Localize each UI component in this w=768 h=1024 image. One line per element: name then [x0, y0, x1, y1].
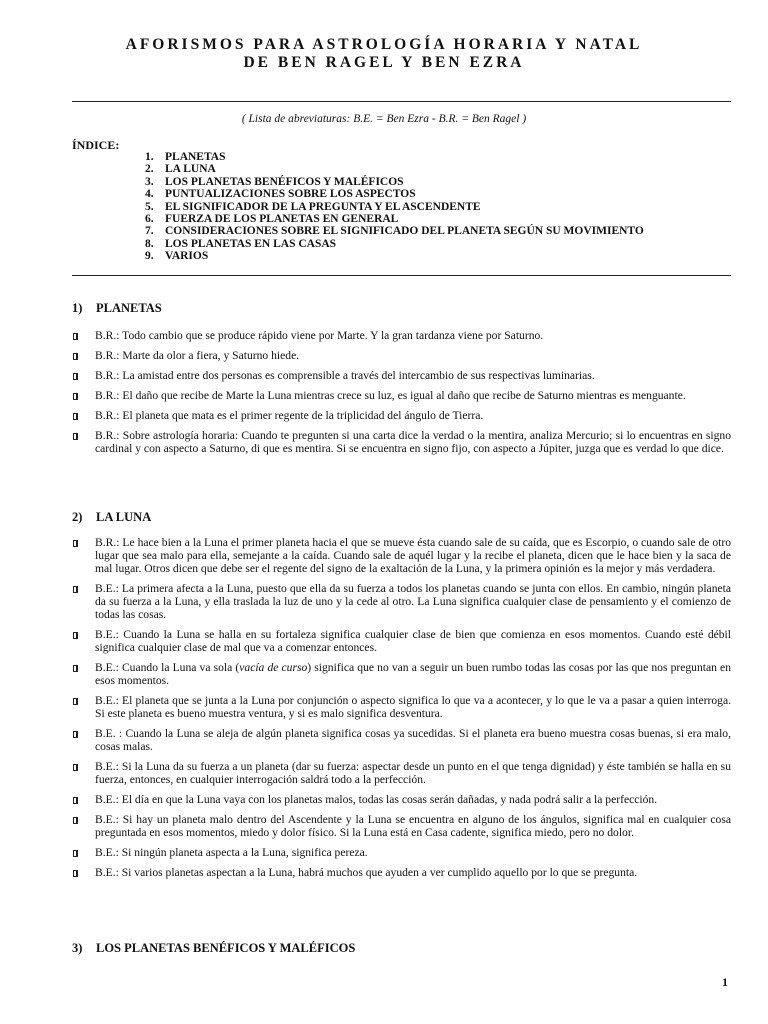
index-entry-title: VARIOS: [165, 250, 209, 263]
bullet-icon: [73, 698, 78, 705]
section-heading-la-luna: [72, 510, 151, 525]
index-entry-title: PUNTUALIZACIONES SOBRE LOS ASPECTOS: [165, 188, 416, 201]
aphorism-text: B.E.: Cuando la Luna va sola (vacía de curso) significa que no van a seguir un buen rumbo todas las cosas por las que nos preguntan en esos momentos.: [95, 660, 731, 687]
index-entry: [145, 250, 644, 262]
index-entry-title: LA LUNA: [165, 163, 216, 176]
bullet-icon: [73, 433, 78, 440]
section-number: 2): [72, 510, 83, 524]
abbreviations-note: ( Lista de abreviaturas: B.E. = Ben Ezra - B.R. = Ben Ragel ): [241, 113, 527, 125]
aphorism-item: [72, 330, 731, 343]
aphorism-text: B.E.: El día en que la Luna vaya con los planetas malos, todas las cosas serán dañadas, y nada podrá salir a la perfección.: [95, 792, 658, 806]
bullet-icon: [73, 393, 78, 400]
index-entry-title: PLANETAS: [165, 151, 226, 163]
index-entry: [145, 188, 644, 200]
bullet-icon: [73, 764, 78, 771]
bullet-icon: [73, 413, 78, 420]
aphorism-item: [72, 370, 731, 383]
bullet-icon: [73, 540, 78, 547]
aphorism-text: B.E.: Si ningún planeta aspecta a la Luna, significa pereza.: [95, 845, 368, 859]
page-number: 1: [722, 975, 728, 989]
aphorism-text: B.E.: El planeta que se junta a la Luna por conjunción o aspecto significa lo que va a acontecer, y lo que le va a pasar a quien interroga. Si este planeta es bueno muestra ventura, y si es malo significa desventura.: [95, 693, 731, 720]
section-planetas-items: [72, 330, 731, 463]
section-heading-beneficos-maleficos: [72, 941, 355, 956]
section-title: PLANETAS: [96, 301, 162, 315]
aphorism-text: B.E.: Si varios planetas aspectan a la Luna, habrá muchos que ayuden a ver cumplido aquello por lo que se pregunta.: [95, 866, 638, 879]
index-entry-title: EL SIGNIFICADOR DE LA PREGUNTA Y EL ASCENDENTE: [165, 200, 481, 213]
bullet-icon: [73, 797, 78, 804]
index-entry-number: 5.: [145, 200, 154, 213]
index-entry-number: 7.: [145, 225, 154, 238]
index-entry: [145, 238, 644, 250]
bullet-icon: [73, 353, 78, 360]
bullet-icon: [73, 586, 78, 593]
aphorism-item: [72, 430, 731, 456]
aphorism-text: B.E.: Cuando la Luna se halla en su fortaleza significa cualquier clase de bien que comienza en esos momentos. Cuando esté débil significa cualquier clase de mal que va a comenzar entonces.: [95, 627, 731, 654]
section-la-luna-items: [72, 537, 731, 887]
bullet-icon: [73, 632, 78, 639]
aphorism-text: B.R.: El planeta que mata es el primer regente de la triplicidad del ángulo de Tierra.: [95, 409, 484, 423]
aphorism-text: B.R.: Le hace bien a la Luna el primer planeta hacia el que se mueve ésta cuando sale de su caída, que es Escorpio, o cuando sale de otro lugar que sea malo para ella, semejante a la caída. Cuando sale de aquél lugar y la recibe el planeta, dicen que le hace bien y la saca de mal lugar. Otros dicen que debe ser el regente del signo de la exaltación de la Luna, y la primera opinión es la mejor y más verdadera.: [95, 536, 731, 575]
section-heading-planetas: [72, 301, 162, 316]
aphorism-item: [72, 350, 731, 363]
aphorism-text: B.R.: Sobre astrología horaria: Cuando te pregunten si una carta dice la verdad o la mentira, analiza Mercurio; si lo encuentras en signo cardinal y con aspecto a Saturno, di que es mentira. Si se encuentra en signo fijo, con aspecto a Júpiter, juzga que es verdad lo que dice.: [95, 429, 731, 456]
aphorism-item: [72, 847, 731, 860]
section-title: LA LUNA: [96, 510, 152, 524]
aphorism-text: B.E.: Si hay un planeta malo dentro del Ascendente y la Luna se encuentra en alguno de los ángulos, significa mal en cualquier cosa preguntada en esos momentos, miedo y dolor físico. Si la Luna está en Casa cadente, significa miedo, pero no dolor.: [95, 812, 731, 839]
section-number: 1): [72, 301, 83, 315]
document-title-line-2: DE BEN RAGEL Y BEN EZRA: [243, 54, 525, 71]
aphorism-item: [72, 794, 731, 807]
index-entry: [145, 176, 644, 188]
aphorism-text: B.R.: La amistad entre dos personas es comprensible a través del intercambio de sus respectivas luminarias.: [95, 369, 595, 383]
section-title: LOS PLANETAS BENÉFICOS Y MALÉFICOS: [96, 941, 356, 955]
index-entry-title: CONSIDERACIONES SOBRE EL SIGNIFICADO DEL PLANETA SEGÚN SU MOVIMIENTO: [165, 225, 644, 238]
index-entry-number: 6.: [145, 213, 154, 226]
aphorism-text: B.E.: La primera afecta a la Luna, puesto que ella da su fuerza a todos los planetas cuando se junta con ellos. En cambio, ningún planeta da su fuerza a la Luna, y ella traslada la luz de uno y la cede al otro. La Luna significa cualquier clase de pensamiento y el comienzo de todas las cosas.: [95, 581, 731, 621]
document-title-line-1: AFORISMOS PARA ASTROLOGÍA HORARIA Y NATAL: [125, 36, 643, 53]
index-entry: [145, 213, 644, 225]
aphorism-item: [72, 728, 731, 754]
aphorism-text: B.R.: El daño que recibe de Marte la Luna mientras crece su luz, es igual al daño que recibe de Saturno mientras es menguante.: [95, 389, 686, 403]
bullet-icon: [73, 333, 78, 340]
aphorism-item: [72, 662, 731, 688]
index-entry-title: LOS PLANETAS EN LAS CASAS: [165, 237, 337, 250]
top-divider: [72, 101, 731, 102]
index-entry: [145, 201, 644, 213]
index-entry-number: 9.: [145, 250, 154, 263]
index-entry: [145, 225, 644, 237]
aphorism-item: [72, 695, 731, 721]
index-entry-title: FUERZA DE LOS PLANETAS EN GENERAL: [165, 213, 399, 226]
index-entry-number: 3.: [145, 175, 154, 188]
index-entry-title: LOS PLANETAS BENÉFICOS Y MALÉFICOS: [165, 175, 404, 188]
index-entry-number: 2.: [145, 163, 154, 176]
index-entry: [145, 163, 644, 175]
aphorism-item: [72, 629, 731, 655]
bullet-icon: [73, 665, 78, 672]
aphorism-item: [72, 537, 731, 576]
aphorism-text: B.R.: Marte da olor a fiera, y Saturno hiede.: [95, 349, 300, 363]
aphorism-item: [72, 814, 731, 840]
index-list: [145, 151, 644, 263]
bullet-icon: [73, 373, 78, 380]
index-divider: [72, 275, 731, 276]
index-entry-number: 4.: [145, 188, 154, 201]
bullet-icon: [73, 850, 78, 857]
aphorism-text: B.E.: Si la Luna da su fuerza a un planeta (dar su fuerza: aspectar desde un punto en el que tenga dignidad) y éste también se halla en su fuerza, entonces, en cualquier interrogación saldrá todo a la perfección.: [95, 759, 731, 786]
aphorism-item: [72, 390, 731, 403]
index-entry-number: 1.: [145, 151, 154, 163]
index-entry: [145, 151, 644, 163]
section-number: 3): [72, 941, 83, 955]
bullet-icon: [73, 817, 78, 824]
aphorism-item: [72, 410, 731, 423]
aphorism-item: [72, 583, 731, 622]
bullet-icon: [73, 731, 78, 738]
aphorism-item: [72, 867, 731, 880]
aphorism-item: [72, 761, 731, 787]
index-label: ÍNDICE:: [72, 138, 120, 152]
aphorism-text: B.E. : Cuando la Luna se aleja de algún planeta significa cosas ya sucedidas. Si el planeta era bueno muestra cosas buenas, si era malo, cosas malas.: [95, 726, 731, 753]
index-entry-number: 8.: [145, 237, 154, 250]
aphorism-text: B.R.: Todo cambio que se produce rápido viene por Marte. Y la gran tardanza viene por Saturno.: [95, 329, 544, 342]
bullet-icon: [73, 870, 78, 877]
